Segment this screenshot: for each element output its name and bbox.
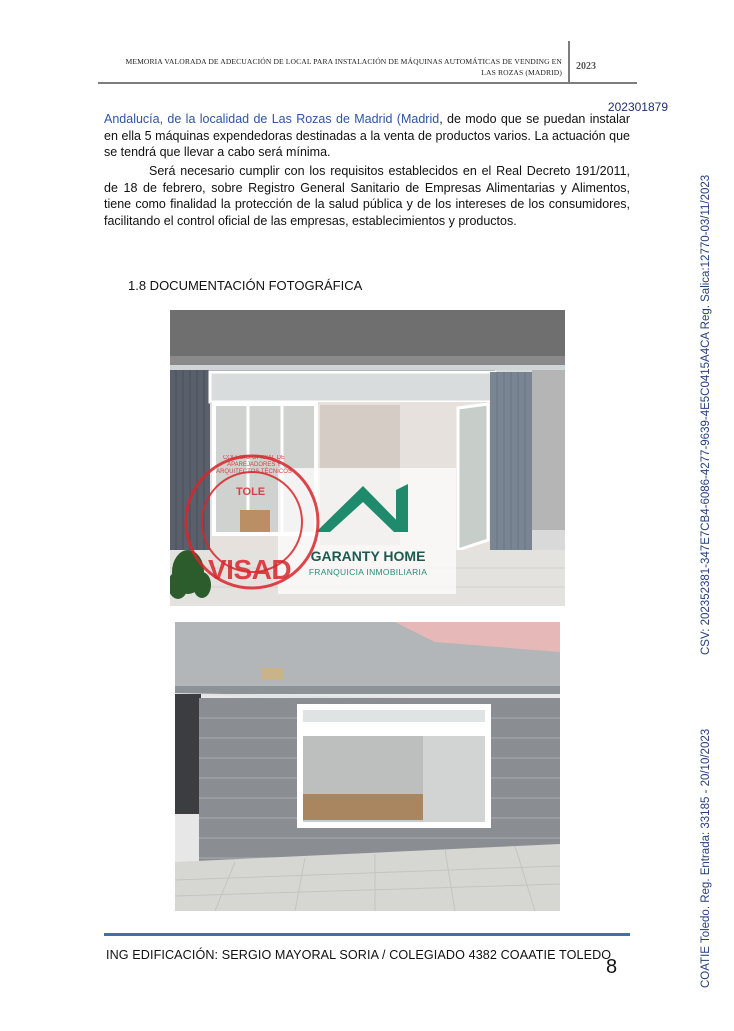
paragraph-2: Será necesario cumplir con los requisitos establecidos en el Real Decreto 191/2011, de 18 de febrero, sobre Registro General Sanitario de Empresas Alimentarias y Alimentos, tiene como finalidad la protección de la salud pública y de los intereses de los consumidores, facilitando el control oficial de las empresas, establecimientos y productos. xyxy=(104,164,630,228)
stamp-visado: VISAD xyxy=(208,554,292,585)
side-csv-text: CSV: 202352381-347E7CB4-6086-4277-9639-4E5C0415A4CA Reg. Salica:12770-03/11/2023 xyxy=(700,174,712,655)
document-number: 202301879 xyxy=(607,100,668,114)
paragraph-1-location: Andalucía, de la localidad de Las Rozas de Madrid (Madrid xyxy=(104,112,440,126)
header-title xyxy=(100,56,562,78)
header-rule xyxy=(98,82,637,84)
header-title-line2: LAS ROZAS (MADRID) xyxy=(481,68,562,77)
photo-2-scene xyxy=(175,622,560,911)
watermark-brand: GARANTY HOME xyxy=(310,548,426,564)
paragraph-1-text: , de modo que se puedan instalar en ella 5 máquinas expendedoras destinadas a la venta de productos varios. La actuación que se tendrá que llevar a cabo será mínima. xyxy=(104,112,631,159)
stamp-city: TOLE xyxy=(236,486,266,498)
header-year: 2023 xyxy=(576,61,596,72)
stamp-arc-text: COLEGIO OFICIAL DE APAREJADORES Y ARQUITECTOS TÉCNICOS xyxy=(216,455,292,475)
footer-rule xyxy=(104,933,630,936)
watermark-subtitle: FRANQUICIA INMOBILIARIA xyxy=(308,567,428,577)
paragraph-1 xyxy=(104,111,630,161)
header-divider-vertical xyxy=(568,41,570,84)
header-title-line1: MEMORIA VALORADA DE ADECUACIÓN DE LOCAL PARA INSTALACIÓN DE MÁQUINAS AUTOMÁTICAS DE VENDING EN xyxy=(125,57,562,66)
footer-author: ING EDIFICACIÓN: SERGIO MAYORAL SORIA / COLEGIADO 4382 COAATIE TOLEDO xyxy=(106,948,612,962)
photo-storefront-exterior xyxy=(175,622,560,911)
photo-storefront-interior xyxy=(170,310,565,606)
section-title: 1.8 DOCUMENTACIÓN FOTOGRÁFICA xyxy=(128,278,363,293)
side-registry-text: COATIE Toledo. Reg. Entrada: 33185 - 20/10/2023 xyxy=(700,728,712,988)
page-number: 8 xyxy=(606,956,618,978)
